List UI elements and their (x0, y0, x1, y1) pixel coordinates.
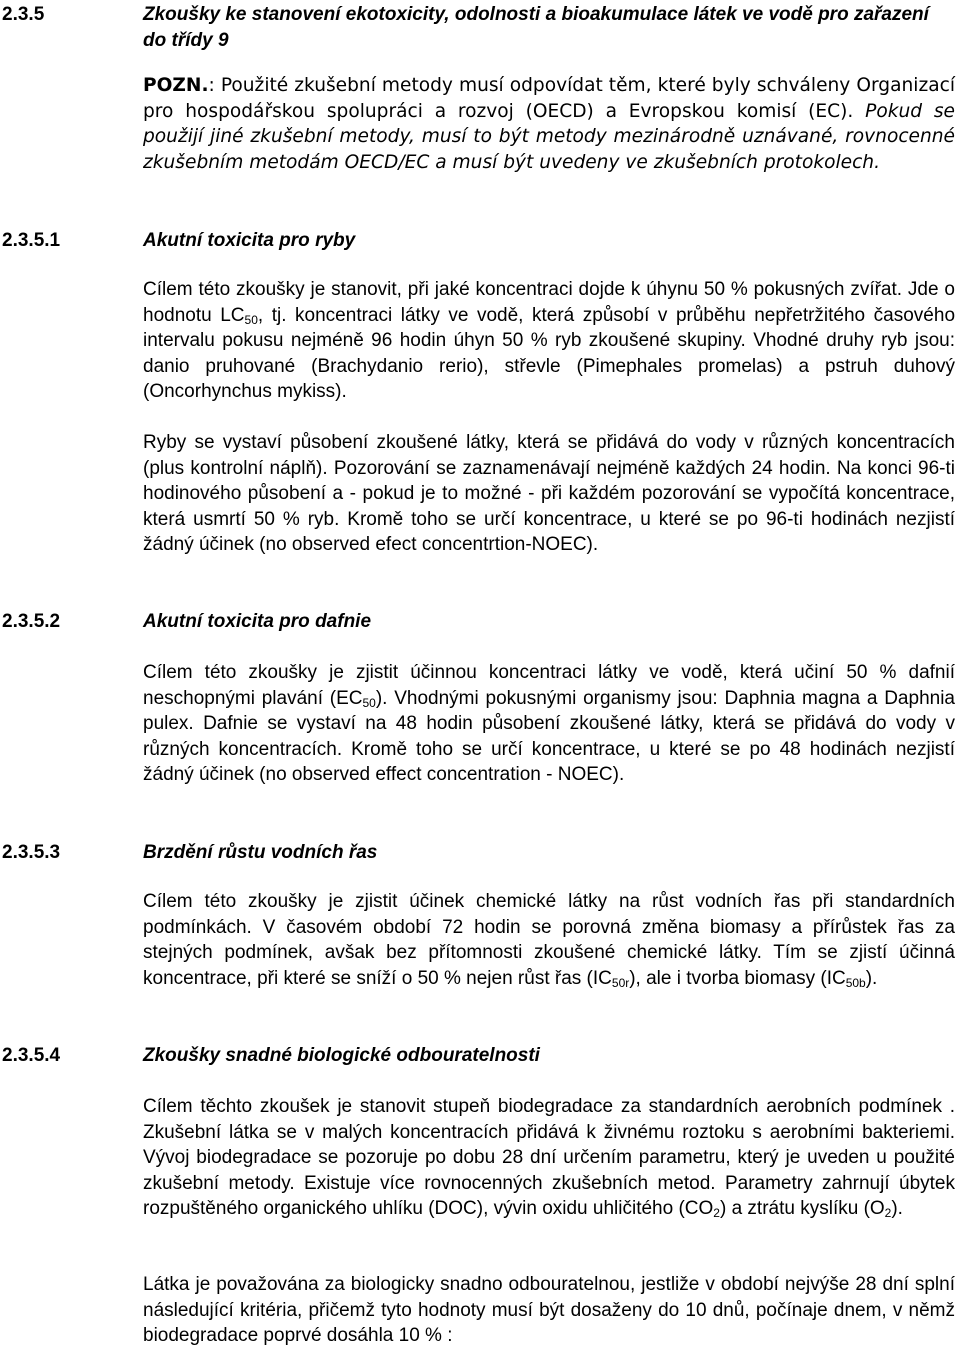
note-label: POZN. (143, 75, 209, 96)
subsection-title-2: Akutní toxicita pro dafnie (143, 611, 372, 632)
subsection-number-3: 2.3.5.3 (2, 842, 61, 863)
subsection-number-1: 2.3.5.1 (2, 230, 61, 251)
subsection-title-4: Zkoušky snadné biologické odbouratelnosti (143, 1045, 540, 1066)
note-paragraph (143, 73, 955, 175)
note-text-italic: Pokud se použijí jiné zkušební metody, musí to být metody mezinárodně uznávané, rovnocenné zkušebním metodám OECD/EC a musí být uvedeny ve zkušebních protokolech. (143, 100, 955, 173)
fish-toxicity-paragraph-1: Cílem této zkoušky je stanovit, při jaké koncentraci dojde k úhynu 50 % pokusných zvířat. Jde o hodnotu $LC_{50}$, tj. koncentraci látky ve vodě, která způsobí v průběhu nepřetržitého časového intervalu pokusu nejméně 96 hodin úhyn 50 % ryb zkoušené skupiny. Vhodné druhy ryb jsou: danio pruhované (Brachydanio rerio), střevle (Pimephales promelas) a pstruh duhový (Oncorhynchus mykiss). (143, 279, 956, 402)
subsection-number-4: 2.3.5.4 (2, 1045, 61, 1066)
daphnia-toxicity-paragraph: Cílem této zkoušky je zjistit účinnou koncentraci látky ve vodě, která učiní 50 % dafnií neschopnými plavání $(EC_{50})$. Vhodnými pokusnými organismy jsou: Daphnia magna a Daphnia pulex. Dafnie se vystaví na 48 hodin působení zkoušené látky, která se přidává do vody v různých koncentracích. Kromě toho se určí koncentrace, u které se po 48 hodinách nezjistí žádný účinek (no observed effect concentration - NOEC). (143, 662, 955, 785)
note-text: : Použité zkušební metody musí odpovídat těm, které byly schváleny Organizací pro hospodářskou spolupráci a rozvoj (OECD) a Evropskou komisí (EC). (143, 75, 955, 122)
subsection-number-2: 2.3.5.2 (2, 611, 61, 632)
biodegradability-paragraph-1: Cílem těchto zkoušek je stanovit stupeň biodegradace za standardních aerobních podmínek . Zkušební látka se v malých koncentracích přidává k živnému roztoku s aerobními bakteriemi. Vývoj biodegradace se pozoruje po dobu 28 dní určením parametru, který je uveden u použité zkušební metody. Existuje více rovnocenných zkušebních metod. Parametry zahrnují úbytek rozpuštěného organického uhlíku (DOC), vývin oxidu uhličitého $(CO_2)$ a ztrátu kyslíku $(O_2)$. (143, 1096, 955, 1220)
section-title: Zkoušky ke stanovení ekotoxicity, odolnosti a bioakumulace látek ve vodě pro zařazení do třídy 9 (143, 4, 929, 51)
section-number: 2.3.5 (2, 4, 45, 25)
subsection-title-3: Brzdění růstu vodních řas (143, 842, 378, 863)
subsection-title-1: Akutní toxicita pro ryby (143, 230, 356, 251)
fish-toxicity-paragraph-2: Ryby se vystaví působení zkoušené látky, která se přidává do vody v různých koncentracích (plus kontrolní náplň). Pozorování se zaznamenávají nejméně každých 24 hodin. Na konci 96-ti hodinového působení a - pokud je to možné - při každém pozorování se vypočítá koncentrace, která usmrtí 50 % ryb. Kromě toho se určí koncentrace, u které se po 96-ti hodinách nezjistí žádný účinek (no observed efect concentrtion-NOEC). (143, 432, 955, 555)
biodegradability-paragraph-2: Látka je považována za biologicky snadno odbouratelnou, jestliže v období nejvýše 28 dní splní následující kritéria, přičemž tyto hodnoty musí být dosaženy do 10 dnů, počínaje dnem, v němž biodegradace poprvé dosáhla 10 % : (143, 1274, 955, 1346)
algae-growth-paragraph: Cílem této zkoušky je zjistit účinek chemické látky na růst vodních řas při standardních podmínkách. V časovém období 72 hodin se porovná změna biomasy a přírůstek řas za stejných podmínek, avšak bez přítomnosti zkoušené chemické látky. Tím se zjistí účinná koncentrace, při které se sníží o 50 % nejen růst řas $(IC_{50r})$, ale i tvorba biomasy $(IC_{50b})$. (143, 891, 955, 990)
